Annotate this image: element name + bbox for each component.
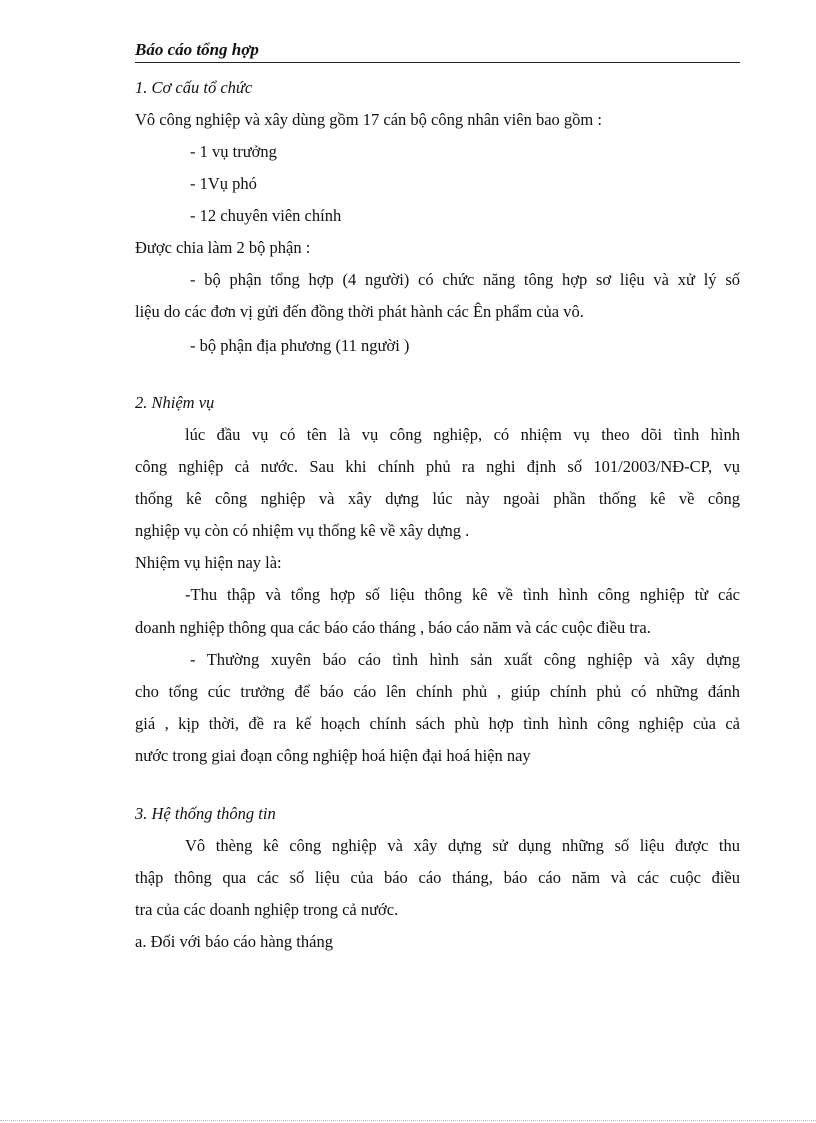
section2-task2-line2: cho tổng cúc trưởng để báo cáo lên chính phủ , giúp chính phủ có những đánh	[135, 682, 740, 701]
section1-part1-line2: liệu do các đơn vị gửi đến đồng thời phát hành các Ên phẩm của vô.	[135, 302, 584, 321]
page-header	[135, 38, 740, 63]
section2-task1-line1: -Thu thập và tổng hợp số liệu thông kê về tình hình công nghiệp từ các	[185, 585, 740, 604]
list-item: - 1 vụ trưởng	[190, 142, 277, 161]
section2-task2-line3: giá , kịp thời, đề ra kế hoạch chính sách phù hợp tình hình công nghiệp của cả	[135, 714, 740, 733]
page-bottom-divider	[0, 1120, 816, 1122]
section1-part2: - bộ phận địa phương (11 người )	[190, 336, 410, 355]
section2-heading: 2. Nhiệm vụ	[135, 393, 215, 412]
section2-task2-line1: - Thường xuyên báo cáo tình hình sản xuất công nghiệp và xây dựng	[190, 650, 740, 669]
section2-p1-line4: nghiệp vụ còn có nhiệm vụ thống kê về xây dựng .	[135, 521, 470, 540]
section2-p1-line3: thống kê công nghiệp và xây dựng lúc này ngoài phần thống kê về công	[135, 489, 740, 508]
section1-part1-line1: - bộ phận tổng hợp (4 người) có chức năng tông hợp sơ liệu và xử lý số	[190, 270, 740, 289]
list-item: - 12 chuyên viên chính	[190, 206, 342, 225]
section3-subheading-a: a. Đối với báo cáo hàng tháng	[135, 932, 333, 951]
section2-task2-line4: nước trong giai đoạn công nghiệp hoá hiện đại hoá hiện nay	[135, 746, 531, 765]
section2-task1-line2: doanh nghiệp thông qua các báo cáo tháng , báo cáo năm và các cuộc điều tra.	[135, 618, 651, 637]
section2-p1-line2: công nghiệp cả nước. Sau khi chính phủ ra nghi định số 101/2003/NĐ-CP, vụ	[135, 457, 740, 476]
section2-p1-line1: lúc đầu vụ có tên là vụ công nghiệp, có nhiệm vụ theo dõi tình hình	[185, 425, 740, 444]
section3-p1-line3: tra của các doanh nghiệp trong cả nước.	[135, 900, 399, 919]
section3-heading: 3. Hệ thống thông tin	[135, 804, 276, 823]
section3-p1-line1: Vô thèng kê công nghiệp và xây dựng sử dụng những số liệu được thu	[185, 836, 740, 855]
section1-divided: Được chia làm 2 bộ phận :	[135, 238, 311, 257]
section3-p1-line2: thập thông qua các số liệu của báo cáo tháng, báo cáo năm và các cuộc điều	[135, 868, 740, 887]
section1-heading: 1. Cơ cấu tổ chức	[135, 78, 253, 97]
section2-current: Nhiệm vụ hiện nay là:	[135, 553, 282, 572]
header-title: Báo cáo tổng hợp	[135, 40, 259, 59]
list-item: - 1Vụ phó	[190, 174, 257, 193]
section1-intro: Vô công nghiệp và xây dùng gồm 17 cán bộ công nhân viên bao gồm :	[135, 110, 602, 129]
